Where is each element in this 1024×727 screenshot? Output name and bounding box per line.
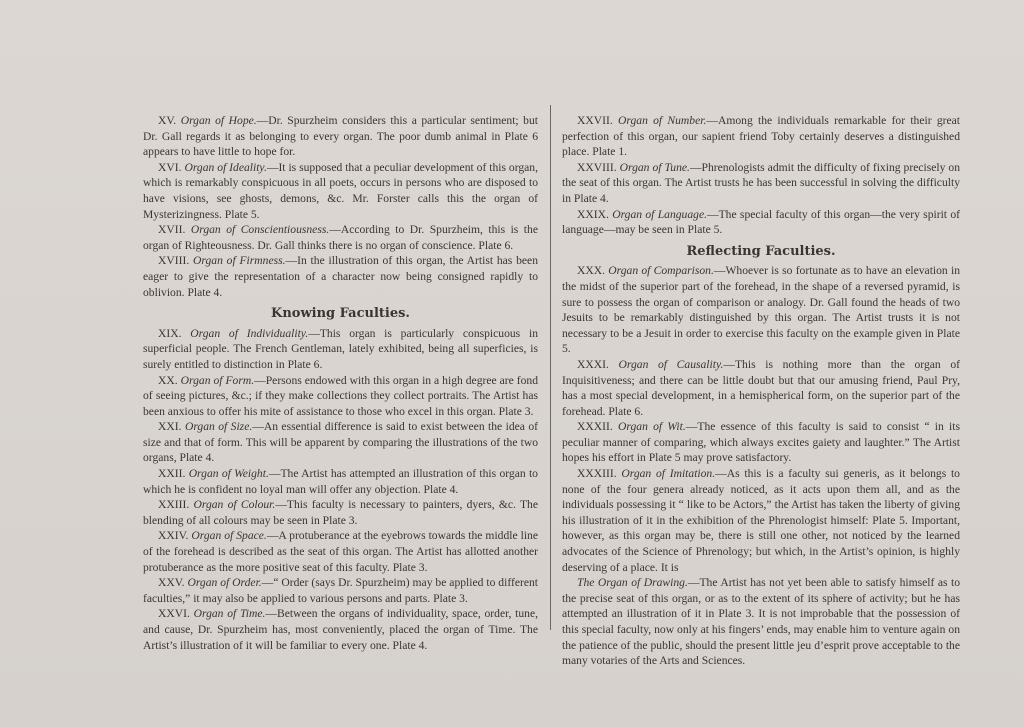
paragraph-xxvi: XXVI. Organ of Time.—Between the organs of individuality, space, order, tune, and cause, Dr. Spurzheim has, most conveniently, placed the organ of Time. The Artist’s illustration of it will be familiar to every one. Plate 4.	[143, 607, 538, 652]
paragraph-xv: XV. Organ of Hope.—Dr. Spurzheim considers this a particular sentiment; but Dr. Gall regards it as belonging to every organ. The poor dumb animal in Plate 6 appears to have little to hope for.	[143, 114, 538, 159]
paragraph-xxv: XXV. Organ of Order.—“ Order (says Dr. Spurzheim) may be applied to different faculties,” it may also be applied to various persons and parts. Plate 3.	[143, 576, 538, 605]
column-divider	[550, 105, 551, 630]
paragraph-xxii: XXII. Organ of Weight.—The Artist has attempted an illustration of this organ to which he is confident no loyal man will offer any objection. Plate 4.	[143, 467, 538, 496]
right-column	[562, 113, 960, 669]
heading-knowing-faculties: Knowing Faculties.	[271, 306, 410, 322]
paragraph-xxx: XXX. Organ of Comparison.—Whoever is so fortunate as to have an elevation in the midst of the superior part of the forehead, in the shape of a reversed pyramid, is sure to possess the organ of comparison or analogy. Dr. Gall found the heads of two Jesuits to be remarkably distinguished by this organ. The Artist trusts it is not necessary to be a Jesuit in order to exercise this faculty on the example given in Plate 5.	[562, 264, 960, 356]
paragraph-xxvii: XXVII. Organ of Number.—Among the individuals remarkable for their great perfection of this organ, our sapient friend Toby certainly deserves a distinguished place. Plate 1.	[562, 114, 961, 159]
paragraph-xxiii: XXIII. Organ of Colour.—This faculty is necessary to painters, dyers, &c. The blending of all colours may be seen in Plate 3.	[143, 498, 538, 527]
paragraph-xxviii: XXVIII. Organ of Tune.—Phrenologists admit the difficulty of fixing precisely on the seat of this organ. The Artist trusts he has been successful in solving the difficulty in Plate 4.	[562, 160, 960, 205]
left-column	[143, 113, 538, 653]
paragraph-xvi: XVI. Organ of Ideality.—It is supposed that a peculiar development of this organ, which is remarkably conspicuous in all poets, occurs in persons who are disposed to have visions, see ghosts, demons, &c. Mr. Forster calls this the organ of Mysterizingness. Plate 5.	[143, 160, 539, 221]
paragraph-xxxii: XXXII. Organ of Wit.—The essence of this faculty is said to consist “ in its peculiar manner of comparing, which always excites gaiety and laughter.” The Artist hopes his effort in Plate 5 may prove satisfactory.	[562, 420, 960, 465]
paragraph-xviii: XVIII. Organ of Firmness.—In the illustration of this organ, the Artist has been eager to give the representation of a character now being consigned rapidly to oblivion. Plate 4.	[143, 254, 538, 299]
paragraph-xxxi: XXXI. Organ of Causality.—This is nothing more than the organ of Inquisitiveness; and there can be little doubt but that our amusing friend, Paul Pry, has a most special development, in a hemispherical form, on the superior part of the forehead. Plate 6.	[562, 357, 960, 418]
paragraph-xxi: XXI. Organ of Size.—An essential difference is said to exist between the idea of size and that of form. This will be apparent by comparing the illustrations of the two organs, Plate 4.	[143, 420, 539, 465]
paragraph-xvii: XVII. Organ of Conscientiousness.—According to Dr. Spurzheim, this is the organ of Righteousness. Dr. Gall thinks there is no organ of conscience. Plate 6.	[143, 223, 538, 252]
paragraph-drawing: The Organ of Drawing.—The Artist has not yet been able to satisfy himself as to the precise seat of this organ, or as to the extent of its sphere of activity; but he has attempted an illustration of it in Plate 3. It is not improbable that the possession of this special faculty, now only at his fingers’ ends, may enable him to venture again on the patience of the public, should the present little jeu d’esprit prove acceptable to the many votaries of the Arts and Sciences.	[562, 576, 961, 668]
paragraph-xxxiii: XXXIII. Organ of Imitation.—As this is a faculty sui generis, as it belongs to none of the four genera already noticed, as it acts upon them all, and as the individuals possessing it “ like to be Actors,” the Artist has taken the liberty of giving his illustration of it in the exhibition of the Phrenologist himself: Plate 5. Important, however, as this organ may be, there is still one other, not noticed by the learned advocates of the Science of Phrenology; but which, in the Artist’s opinion, is highly deserving of a place. It is	[562, 467, 960, 574]
paragraph-xx: XX. Organ of Form.—Persons endowed with this organ in a high degree are fond of seeing pictures, &c.; if they make collections they collect portraits. The Artist has been anxious to offer his mite of assistance to those who excel in this organ. Plate 3.	[143, 373, 539, 418]
paragraph-xix: XIX. Organ of Individuality.—This organ is particularly conspicuous in superficial people. The French Gentleman, lately exhibited, being all superficies, is surely entitled to distinction in Plate 6.	[143, 326, 538, 371]
paragraph-xxiv: XXIV. Organ of Space.—A protuberance at the eyebrows towards the middle line of the forehead is described as the seat of this organ. The Artist has allotted another protuberance as the more positive seat of this faculty. Plate 3.	[143, 529, 539, 574]
paragraph-xxix: XXIX. Organ of Language.—The special faculty of this organ—the very spirit of language—may be seen in Plate 5.	[562, 207, 960, 237]
heading-reflecting-faculties: Reflecting Faculties.	[686, 243, 836, 259]
